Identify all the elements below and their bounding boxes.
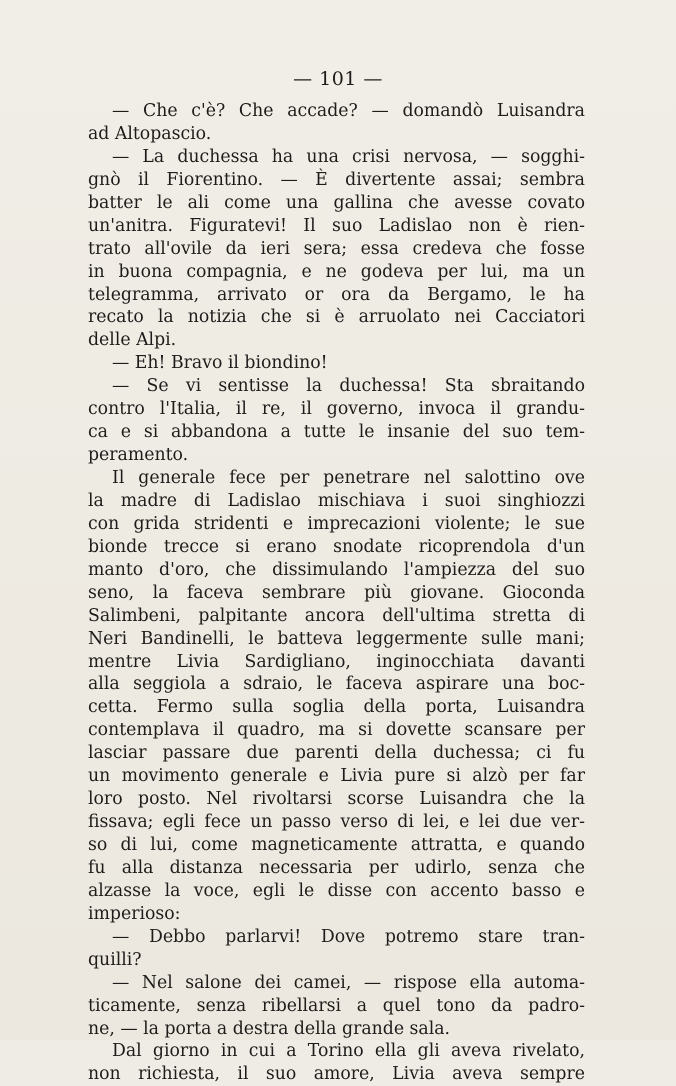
text-line: Dal giorno in cui a Torino ella gli aveva rivelato, [112,1041,585,1062]
text-line: batter le ali come una gallina che avesse covato [88,192,585,213]
text-line: — Nel salone dei camei, — rispose ella automa- [112,972,585,993]
text-line: contemplava il quadro, ma si dovette scansare per [88,720,585,741]
body-text [88,100,585,1086]
text-line: ticamente, senza ribellarsi a quel tono da padro- [88,995,585,1016]
text-line: Salimbeni, palpitante ancora dell'ultima stretta di [88,605,585,626]
text-line: telegramma, arrivato or ora da Bergamo, le ha [88,284,585,305]
text-line: seno, la faceva sembrare più giovane. Gioconda [88,582,585,603]
text-line: la madre di Ladislao mischiava i suoi singhiozzi [88,490,585,511]
text-line: con grida stridenti e imprecazioni violente; le sue [88,513,585,534]
text-line: mentre Livia Sardigliano, inginocchiata davanti [88,651,585,672]
text-line: — Debbo parlarvi! Dove potremo stare tran- [112,926,585,947]
text-line: gnò il Fiorentino. — È divertente assai; sembra [88,169,585,190]
text-line: imperioso: [88,903,181,924]
text-line: un movimento generale e Livia pure si alzò per far [88,766,585,787]
text-line: fu alla distanza necessaria per udirlo, senza che [88,857,585,878]
text-line: ca e si abbandona a tutte le insanie del suo tem- [88,422,585,443]
text-line: contro l'Italia, il re, il governo, invoca il grandu- [88,399,585,420]
text-line: ad Altopascio. [88,123,212,144]
text-line: fissava; egli fece un passo verso di lei, e lei due ver- [88,812,585,833]
text-line: manto d'oro, che dissimulando l'ampiezza del suo [88,559,585,580]
text-line: — Se vi sentisse la duchessa! Sta sbraitando [112,376,585,397]
text-line: lasciar passare due parenti della duchessa; ci fu [88,743,585,764]
text-line: cetta. Fermo sulla soglia della porta, Luisandra [88,697,585,718]
text-line: un'anitra. Figuratevi! Il suo Ladislao non è rien- [88,215,585,236]
text-line: recato la notizia che si è arruolato nei Cacciatori [88,307,585,328]
text-line: in buona compagnia, e ne godeva per lui, ma un [88,261,585,282]
text-line: alzasse la voce, egli le disse con accento basso e [88,880,585,901]
text-line: non richiesta, il suo amore, Livia aveva sempre [88,1064,585,1085]
text-line: delle Alpi. [88,330,177,351]
text-line: so di lui, come magneticamente attratta, e quando [88,835,585,855]
text-line: quilli? [88,949,142,970]
text-line: ne, — la porta a destra della grande sala. [88,1018,451,1039]
text-line: — Che c'è? Che accade? — domandò Luisandra [112,101,585,121]
text-line: Il generale fece per penetrare nel salottino ove [112,468,585,488]
page-number: — 101 — [293,68,383,90]
text-line: loro posto. Nel rivoltarsi scorse Luisandra che la [88,789,585,810]
text-line: peramento. [88,445,189,466]
text-line: Neri Bandinelli, le batteva leggermente sulle mani; [88,628,585,649]
text-line: bionde trecce si erano snodate ricoprendola d'un [88,536,585,557]
text-line: alla seggiola a sdraio, le faceva aspirare una boc- [88,674,585,695]
text-line: — La duchessa ha una crisi nervosa, — sogghi- [112,146,585,167]
text-line: trato all'ovile da ieri sera; essa credeva che fosse [88,238,585,259]
text-line: — Eh! Bravo il biondino! [112,353,328,374]
